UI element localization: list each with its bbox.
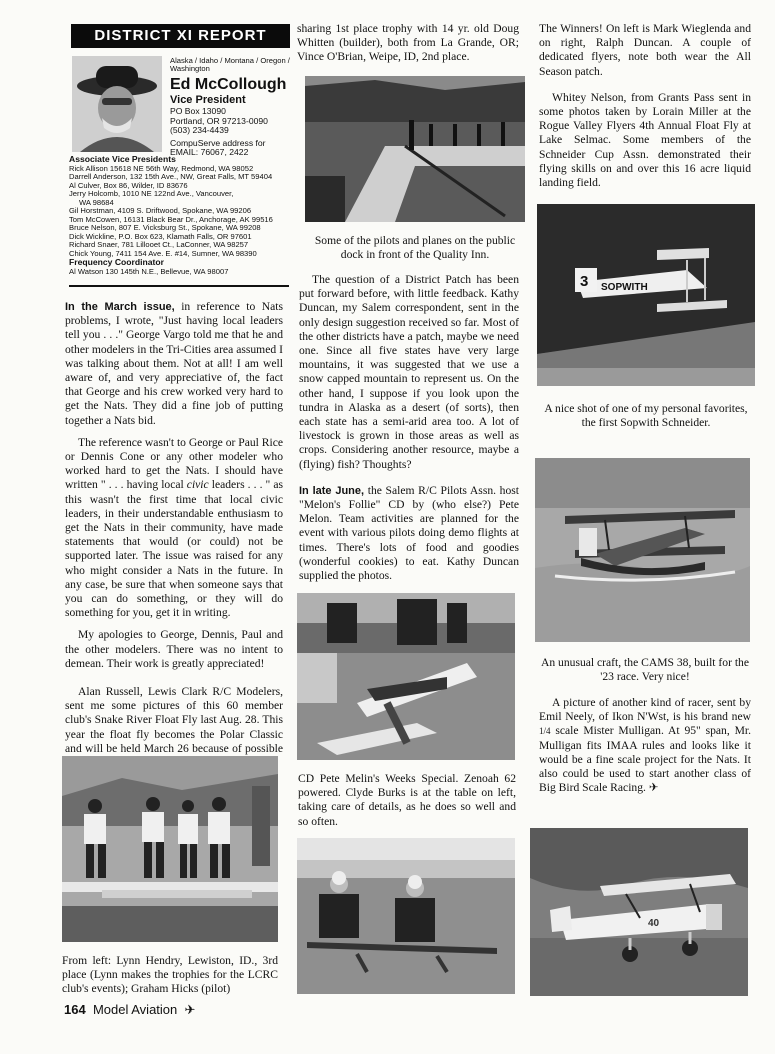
sopwith-schneider-image	[537, 204, 755, 386]
column-3-text	[539, 696, 751, 803]
column-2-continued	[297, 22, 519, 73]
fraction: 1/4	[539, 726, 551, 737]
emphasis: civic	[186, 478, 209, 492]
weeks-special-image	[297, 593, 515, 760]
email-note: CompuServe address for	[170, 137, 266, 148]
column-1-text	[65, 300, 283, 778]
column-2-text	[299, 273, 519, 591]
paragraph: The question of a District Patch has been put forward before, with little feedback. Kathy Duncan, my Salem correspondent, sent in the only design suggestion received so far. Most of the other districts have a patch, maybe we need one. Since all five states have very large mountains, it was suggested that we use a snow capped mountain to represent us. On the other hand, I suppose if you look upon the tundra in Alaska as a desert (of sorts), then each state has a semi-arid area too. A lot of livestock is grown in those areas as well as crops. Considering another resource, maybe a (flying) fish? Thoughts?	[299, 273, 519, 471]
paragraph: Alan Russell, Lewis Clark R/C Modelers, sent me some pictures of this 60 member club's Snake River Float Fly last Aug. 28. This year the float fly becomes the Polar Classic and will be held March 26 because of possible	[65, 685, 283, 755]
freq-coordinator: Al Watson 130 145th N.E., Bellevue, WA 98007	[69, 266, 229, 276]
sopwith-photo	[537, 204, 755, 386]
lead-in: In the March issue,	[65, 301, 175, 313]
column-3-continued	[539, 22, 751, 198]
caption-cams-38: An unusual craft, the CAMS 38, built for the '23 race. Very nice!	[540, 656, 749, 684]
cams-38-photo	[535, 458, 750, 642]
freq-heading: Frequency Coordinator	[69, 257, 165, 267]
public-dock-image	[305, 76, 525, 222]
paragraph	[299, 484, 519, 583]
avp-entry: Rick Allison 15618 NE 56th Way, Redmond, WA 98052	[69, 163, 254, 173]
avp-entry: Tom McCowen, 16131 Black Bear Dr., Anchorage, AK 99516	[69, 214, 273, 224]
page-number: 164	[64, 1002, 86, 1017]
weeks-special-photo	[297, 593, 515, 760]
plane-label: SOPWITH	[601, 282, 648, 293]
states-served: Alaska / Idaho / Montana / Oregon / Washington	[170, 56, 290, 74]
race-number: 40	[648, 918, 660, 929]
avp-entry: Gil Horstman, 4109 S. Driftwood, Spokane, WA 99206	[69, 206, 252, 215]
address-line: Portland, OR 97213-0090	[170, 115, 268, 126]
paragraph-text: A picture of another kind of racer, sent by Emil Neely, of Ikon N'Wst, is his brand new	[539, 696, 751, 724]
mister-mulligan-photo	[530, 828, 748, 996]
avp-entry: Chick Young, 7411 154 Ave. E. #14, Sumner, WA 98390	[69, 248, 257, 258]
avp-heading: Associate Vice Presidents	[69, 154, 176, 164]
address-line: PO Box 13090	[170, 106, 226, 116]
caption-dock: Some of the pilots and planes on the public dock in front of the Quality Inn.	[314, 234, 516, 262]
avp-entry: Jerry Holcomb, 1010 NE 122nd Ave., Vancouver,	[69, 189, 234, 198]
phone-number: (503) 234-4439	[170, 125, 229, 136]
cams-38-image	[535, 458, 750, 642]
mister-mulligan-image	[530, 828, 748, 996]
winners-image	[297, 838, 515, 994]
paragraph-text: The reference wasn't to George or Paul Rice or Dennis Cone or any other modeler who worked hard to get the Nats. I should have written " . . . having local	[65, 435, 284, 492]
caption-weeks-special: CD Pete Melin's Weeks Special. Zenoah 62 powered. Clyde Burks is at the table on left, taking care of details, as he does so well and so often.	[298, 772, 516, 828]
plane-number: 3	[580, 273, 589, 290]
paragraph-text: the Salem R/C Pilots Assn. host "Melon's Follie" CD by (who else?) Pete Melon. Team activities are planned for the event with various pilots doing demo flights at times. There's lots of food and goodies (wonderful cookies) to eat. Kathy Duncan supplied the photos.	[299, 483, 519, 583]
paragraph	[539, 696, 751, 795]
paragraph: My apologies to George, Dennis, Paul and the other modelers. There was no intent to demean. Their work is greatly appreciated!	[65, 628, 283, 670]
float-fly-trophy-photo	[62, 756, 278, 942]
vp-role: Vice President	[170, 94, 246, 106]
avp-entry: Richard Snaer, 781 Lillooet Ct., LaConner, WA 98257	[69, 240, 249, 249]
avp-entry: Dick Wickline, P.O. Box 623, Klamath Falls, OR 97601	[69, 231, 252, 241]
paragraph	[65, 300, 283, 428]
vp-name: Ed McCollough	[170, 76, 287, 93]
page-footer	[64, 1002, 195, 1018]
paragraph: The Winners! On left is Mark Wieglenda and on right, Ralph Duncan. A couple of dedicated flyers, note both wear the All Season patch.	[539, 22, 751, 78]
airplane-icon: ✈	[184, 1002, 196, 1017]
caption-sopwith: A nice shot of one of my personal favorites, the first Sopwith Schneider.	[544, 402, 748, 430]
paragraph: sharing 1st place trophy with 14 yr. old Doug Whitten (builder), both from La Grande, OR; Vince O'Brian, Weipe, ID, 2nd place.	[297, 22, 519, 64]
caption-float-fly: From left: Lynn Hendry, Lewiston, ID., 3rd place (Lynn makes the trophies for the LCRC club's events); Graham Hicks (pilot)	[62, 954, 278, 996]
paragraph-text: scale Mister Mulligan. At 95" span, Mr. Mulligan fits IMAA rules and looks like it would be a fine scale project for the Nats. It also could be used to start another class of Big Bird Scale Racing.	[539, 724, 751, 795]
portrait-image	[72, 56, 162, 152]
winners-photo	[297, 838, 515, 994]
avp-entry: Darrell Anderson, 132 15th Ave., NW, Great Falls, MT 59404	[69, 172, 273, 181]
avp-entry: WA 98684	[79, 197, 114, 207]
dock-photo	[305, 76, 525, 222]
trophy-group-image	[62, 756, 278, 942]
paragraph-text: in reference to Nats problems, I wrote, "Just having local leaders tell you . . ." George Vargo told me that he and other modelers in the Tri-Cities area assumed I was talking about them. Not at all! I am well aware of, and very appreciative of, the fact that George and his crew worked very hard to get the Nats. They did a fine job of putting together a Nats bid.	[65, 300, 283, 427]
lead-in: In late June,	[299, 484, 365, 497]
avp-entry: Al Culver, Box 86, Wilder, ID 83676	[69, 180, 188, 190]
paragraph: Whitey Nelson, from Grants Pass sent in some photos taken by Lorain Miller at the Rogue Valley Flyers 4th Annual Float Fly at Lake Selmac. Some members of the Schneider Cup Assn. demonstrated their flying skills on and over this 16 acre liquid landing field.	[539, 90, 751, 190]
paragraph	[65, 436, 283, 621]
associate-vp-list	[69, 155, 294, 276]
header-rule	[69, 285, 289, 287]
district-banner: DISTRICT XI REPORT	[71, 24, 290, 48]
paragraph-text: leaders . . . " as this wasn't the first time that local civic leaders, in their understandable enthusiasm to get the Nats in their community, have made statements that would (or could) not be supported later. The issue was raised for any who might consider a Nats in the future. In any case, be sure that when someone says that you can do something, or they will do something for you, get it in writing.	[65, 478, 283, 620]
email-address: EMAIL: 76067, 2422	[170, 147, 249, 158]
magazine-title: Model Aviation	[92, 1002, 178, 1017]
vp-address	[170, 107, 292, 158]
avp-entry: Bruce Nelson, 807 E. Vicksburg St., Spokane, WA 99208	[69, 223, 261, 232]
portrait-photo	[72, 56, 162, 152]
end-mark-icon: ✈	[648, 781, 659, 795]
